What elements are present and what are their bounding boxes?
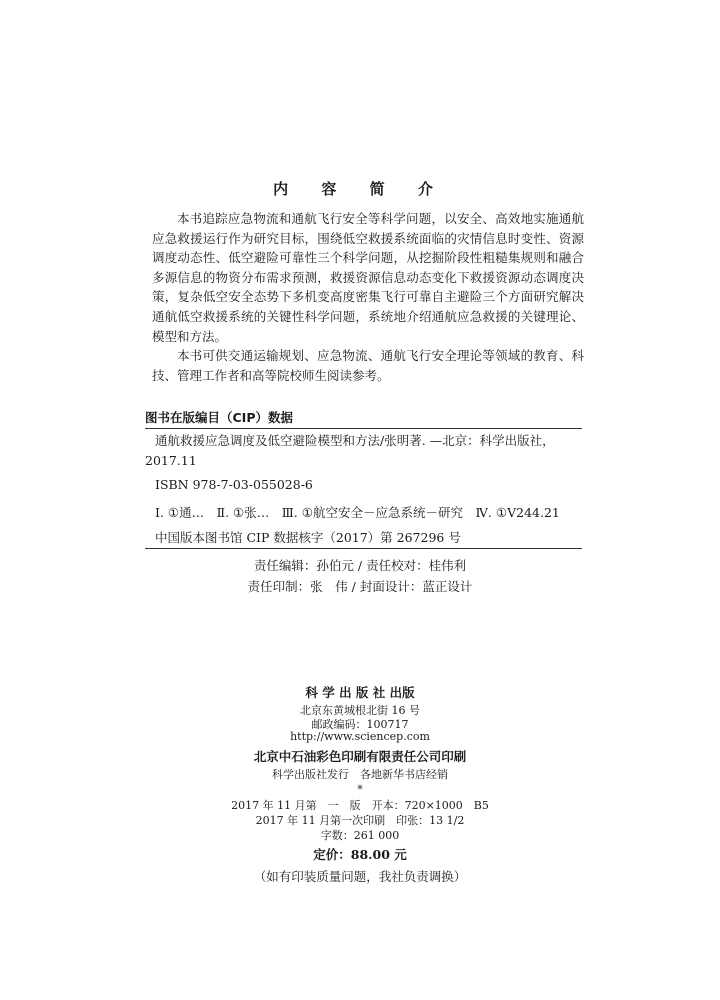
credits-line-2: 责任印制：张 伟 / 封面设计：蓝正设计 (247, 579, 473, 594)
summary-paragraph-1: 本书追踪应急物流和通航飞行安全等科学问题，以安全、高效地实施通航应急救援运行作为研究目标，围绕低空救援系统面临的灾情信息时变性、资源调度动态性、低空避险可靠性三个科学问题，从挖掘阶段性粗糙集规则和融合多源信息的物资分布需求预测，救援资源信息动态变化下救援资源动态调度决策，复杂低空安全态势下多机变高度密集飞行可靠自主避险三个方面研究解决通航低空救援系统的关键性科学问题，系统地介绍通航应急救援的关键理论、模型和方法。 (152, 211, 584, 344)
distribution-line: 科学出版社发行 各地新华书店经销 (272, 768, 448, 781)
price: 定价：88.00 元 (313, 847, 407, 862)
publisher-url: http://www.sciencep.com (290, 730, 430, 743)
credits-line-1: 责任编辑：孙伯元 / 责任校对：桂伟利 (253, 558, 467, 573)
cip-date-line: 2017.11 (145, 453, 197, 468)
summary-paragraph-2: 本书可供交通运输规划、应急物流、通航飞行安全理论等领域的教育、科技、管理工作者和高等院校师生阅读参考。 (152, 348, 584, 383)
cip-bottom-rule (145, 548, 582, 549)
edition-line: 2017 年 11 月第 一 版 开本：720×1000 B5 (231, 799, 489, 812)
publisher-name: 科 学 出 版 社 出版 (305, 685, 415, 700)
printer-name: 北京中石油彩色印刷有限责任公司印刷 (253, 749, 467, 764)
publisher-postcode: 邮政编码：100717 (311, 718, 409, 731)
cip-classification: Ⅰ. ①通… Ⅱ. ①张… Ⅲ. ①航空安全－应急系统－研究 Ⅳ. ①V244.21 (155, 505, 560, 520)
printing-line: 2017 年 11 月第一次印刷 印张：13 1/2 (255, 814, 465, 827)
cip-record-number: 中国版本图书馆 CIP 数据核字（2017）第 267296 号 (155, 530, 461, 545)
cip-isbn: ISBN 978-7-03-055028-6 (155, 477, 313, 492)
book-summary (152, 209, 584, 385)
word-count: 字数：261 000 (320, 829, 400, 842)
publisher-address: 北京东黄城根北街 16 号 (300, 704, 420, 717)
quality-notice: （如有印装质量问题，我社负责调换） (253, 869, 467, 884)
page-title: 内 容 简 介 (273, 180, 447, 198)
cip-heading: 图书在版编目（CIP）数据 (145, 410, 293, 425)
cip-top-rule (145, 428, 582, 429)
cip-title-line: 通航救援应急调度及低空避险模型和方法/张明著. —北京：科学出版社， (155, 433, 555, 448)
separator-star: * (357, 783, 363, 796)
